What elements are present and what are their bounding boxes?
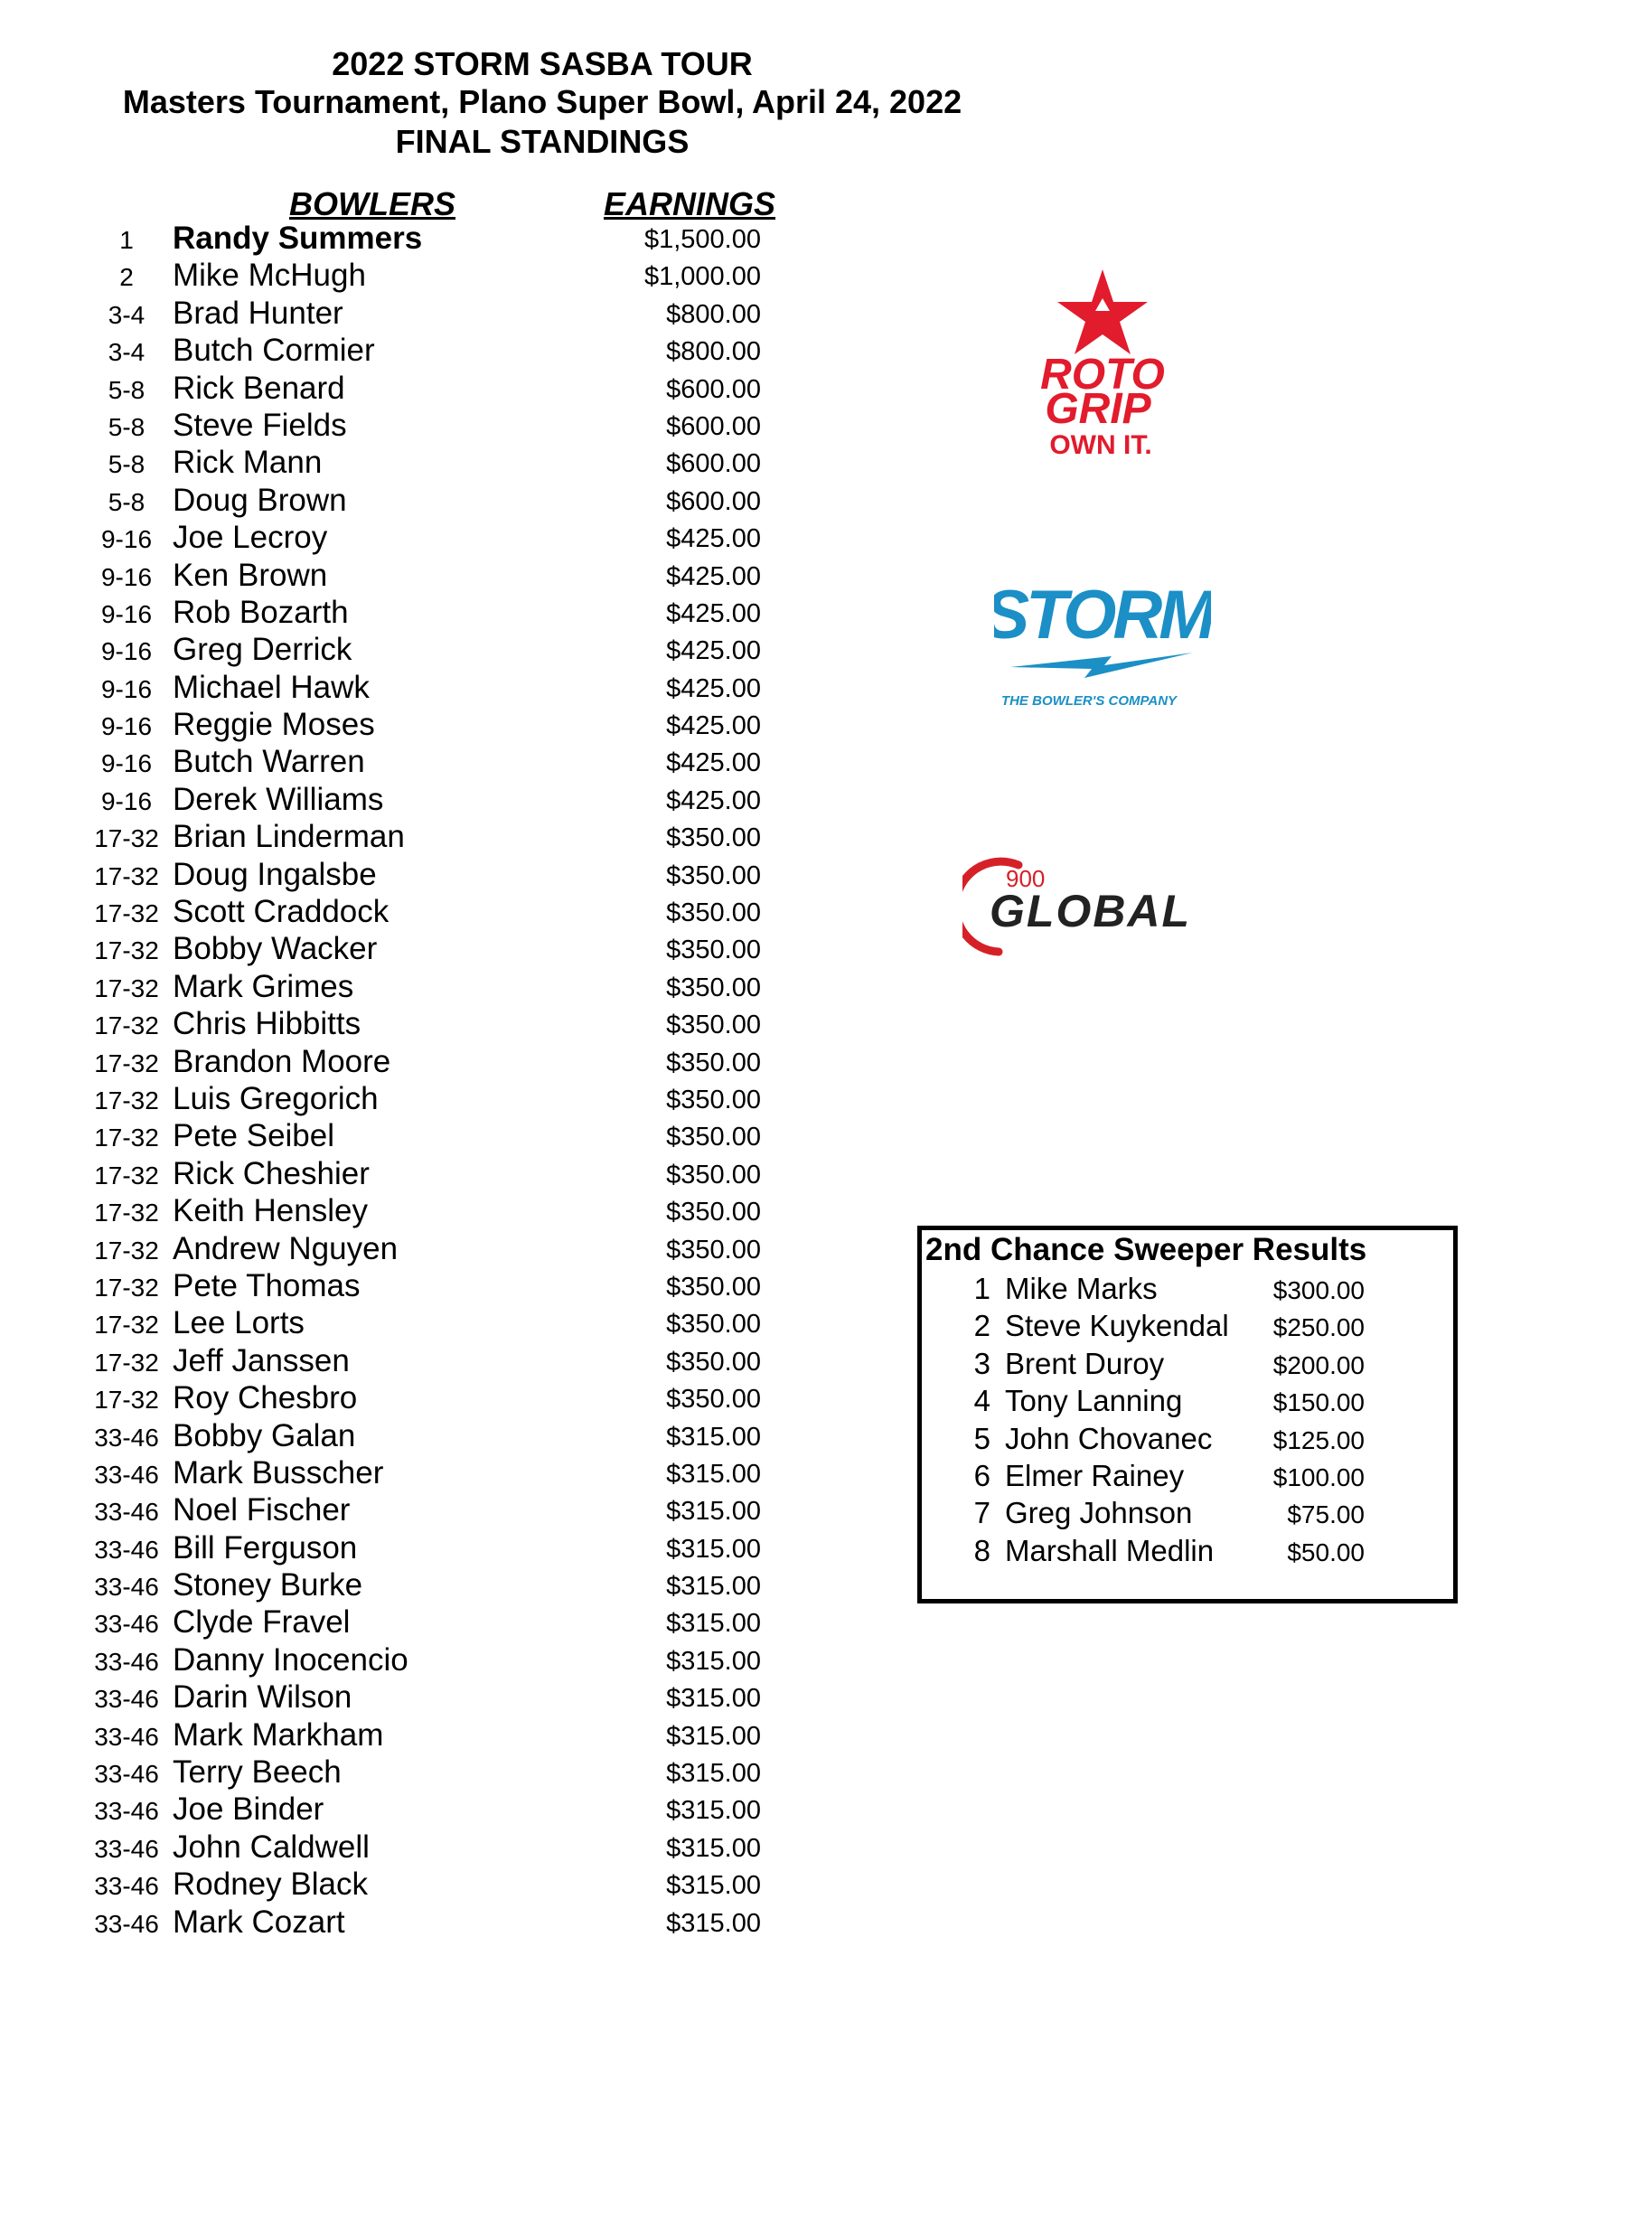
earnings-value: $600.00	[666, 486, 761, 516]
standings-row	[0, 931, 813, 968]
standings-row	[0, 221, 813, 258]
standings-row	[0, 894, 813, 931]
rank: 33-46	[94, 1834, 159, 1863]
standings-row	[0, 371, 813, 408]
star-icon	[994, 269, 1211, 459]
sweeper-row	[922, 1384, 1455, 1421]
standings-row	[0, 333, 813, 370]
rank: 9-16	[100, 525, 153, 554]
earnings-value: $1,500.00	[643, 225, 761, 254]
standings-row	[0, 1305, 813, 1342]
rank: 5-8	[108, 412, 145, 441]
standings-row	[0, 595, 813, 632]
standings-row	[0, 1829, 813, 1867]
standings-row	[0, 558, 813, 595]
bowler-name: Rick Mann	[173, 445, 323, 481]
earnings-value: $425.00	[666, 524, 761, 554]
standings-row	[0, 1567, 813, 1604]
standings-row	[0, 744, 813, 781]
bowler-name: Rob Bozarth	[173, 594, 349, 630]
earnings-value: $315.00	[666, 1759, 761, 1789]
earnings-value: $425.00	[666, 598, 761, 628]
sweeper-place: 8	[973, 1533, 990, 1567]
standings-row	[0, 483, 813, 520]
bowler-name: Butch Warren	[173, 744, 365, 780]
earnings-value: $315.00	[666, 1497, 761, 1527]
bowler-name: Joe Binder	[173, 1791, 324, 1828]
earnings-value: $350.00	[666, 1347, 761, 1377]
own-it-text: OWN IT.	[1049, 430, 1152, 459]
bowler-name: Noel Fischer	[173, 1492, 351, 1528]
standings-row	[0, 408, 813, 445]
bowler-name: Doug Brown	[173, 482, 347, 518]
sweeper-earnings: $150.00	[1272, 1388, 1365, 1417]
rank: 33-46	[94, 1760, 159, 1789]
earnings-value: $350.00	[666, 1160, 761, 1190]
standings-row	[0, 1156, 813, 1193]
earnings-value: $350.00	[666, 1048, 761, 1077]
sweeper-earnings: $200.00	[1272, 1350, 1365, 1379]
sweeper-earnings: $300.00	[1272, 1276, 1365, 1304]
earnings-value: $425.00	[666, 711, 761, 741]
rank: 5-8	[108, 375, 145, 404]
earnings-column-header: EARNINGS	[604, 185, 776, 222]
sweeper-earnings: $125.00	[1272, 1425, 1365, 1454]
earnings-value: $350.00	[666, 1123, 761, 1152]
rank: 5-8	[108, 487, 145, 516]
sweeper-place: 7	[973, 1496, 990, 1530]
sweeper-name: Tony Lanning	[1005, 1384, 1183, 1418]
earnings-value: $350.00	[666, 1235, 761, 1265]
bowler-name: Brad Hunter	[173, 295, 343, 331]
tournament-subtitle: Masters Tournament, Plano Super Bowl, April 24, 2022	[122, 83, 962, 120]
bowler-name: Butch Cormier	[173, 333, 375, 369]
rank: 9-16	[100, 674, 153, 703]
sweeper-results-box	[917, 1226, 1458, 1603]
rank: 9-16	[100, 637, 153, 666]
sweeper-title: 2nd Chance Sweeper Results	[925, 1232, 1367, 1267]
bowler-name: Ken Brown	[173, 557, 328, 593]
earnings-value: $425.00	[666, 561, 761, 591]
sweeper-earnings: $50.00	[1287, 1537, 1365, 1566]
standings-row	[0, 1754, 813, 1791]
rank: 17-32	[94, 824, 159, 853]
standings-row	[0, 1492, 813, 1529]
bowler-name: Jeff Janssen	[173, 1342, 350, 1378]
bowlers-column-header: BOWLERS	[289, 185, 455, 222]
bowler-name: Lee Lorts	[173, 1305, 305, 1341]
earnings-value: $350.00	[666, 1011, 761, 1040]
sweeper-name: Elmer Rainey	[1005, 1458, 1185, 1492]
rank: 9-16	[100, 786, 153, 815]
bowler-name: Rick Cheshier	[173, 1155, 370, 1191]
standings-row	[0, 1268, 813, 1305]
global-text: GLOBAL	[990, 886, 1192, 936]
standings-row	[0, 1343, 813, 1380]
bowler-name: Rick Benard	[173, 370, 345, 406]
sweeper-row	[922, 1272, 1455, 1309]
standings-row	[0, 819, 813, 856]
rank: 33-46	[94, 1610, 159, 1639]
sweeper-name: Brent Duroy	[1005, 1346, 1165, 1380]
earnings-value: $350.00	[666, 1272, 761, 1302]
standings-row	[0, 1530, 813, 1567]
rank: 33-46	[94, 1872, 159, 1901]
standings-row	[0, 632, 813, 669]
sweeper-place: 4	[973, 1384, 990, 1418]
bowler-name: Roy Chesbro	[173, 1380, 358, 1416]
bowler-name: Keith Hensley	[173, 1193, 368, 1229]
bowler-name: Pete Seibel	[173, 1118, 335, 1154]
standings-row	[0, 1679, 813, 1716]
sweeper-place: 2	[973, 1309, 990, 1343]
standings-list	[0, 221, 813, 1942]
rank: 17-32	[94, 1124, 159, 1152]
sweeper-place: 1	[973, 1272, 990, 1305]
earnings-value: $315.00	[666, 1871, 761, 1901]
bowler-name: Bill Ferguson	[173, 1529, 358, 1566]
earnings-value: $315.00	[666, 1721, 761, 1751]
bowler-name: Mark Markham	[173, 1716, 384, 1753]
earnings-value: $800.00	[666, 337, 761, 367]
rank: 1	[119, 226, 134, 254]
standings-row	[0, 707, 813, 744]
earnings-value: $315.00	[666, 1796, 761, 1826]
bowler-name: Mike McHugh	[173, 258, 366, 294]
bowler-name: Joe Lecroy	[173, 520, 328, 556]
bowler-name: Darin Wilson	[173, 1679, 352, 1716]
rank: 17-32	[94, 1048, 159, 1077]
sweeper-place: 6	[973, 1458, 990, 1492]
bowler-name: Luis Gregorich	[173, 1080, 379, 1116]
bowler-name: Derek Williams	[173, 781, 384, 817]
earnings-value: $315.00	[666, 1459, 761, 1489]
rank: 33-46	[94, 1722, 159, 1751]
sweeper-name: Marshall Medlin	[1005, 1533, 1215, 1567]
earnings-value: $600.00	[666, 411, 761, 441]
bowler-name: Greg Derrick	[173, 632, 352, 668]
rank: 33-46	[94, 1573, 159, 1602]
standings-row	[0, 1418, 813, 1455]
rank: 17-32	[94, 1199, 159, 1227]
rank: 2	[119, 263, 134, 292]
rank: 17-32	[94, 973, 159, 1002]
bowler-name: Doug Ingalsbe	[173, 856, 377, 892]
sweeper-name: Steve Kuykendal	[1005, 1309, 1229, 1343]
standings-row	[0, 857, 813, 894]
sweeper-earnings: $100.00	[1272, 1462, 1365, 1491]
rank: 17-32	[94, 1311, 159, 1340]
tour-title: 2022 STORM SASBA TOUR	[332, 45, 753, 82]
rank: 5-8	[108, 450, 145, 479]
standings-row	[0, 1006, 813, 1043]
sweeper-row	[922, 1496, 1455, 1533]
rank: 17-32	[94, 861, 159, 890]
bowler-name: Bobby Wacker	[173, 931, 378, 967]
standings-row	[0, 1044, 813, 1081]
earnings-value: $800.00	[666, 299, 761, 329]
rank: 33-46	[94, 1909, 159, 1938]
earnings-value: $315.00	[666, 1908, 761, 1938]
rank: 9-16	[100, 749, 153, 778]
bowler-name: Rodney Black	[173, 1867, 368, 1903]
earnings-value: $350.00	[666, 898, 761, 928]
standings-row	[0, 1193, 813, 1230]
earnings-value: $315.00	[666, 1646, 761, 1676]
rank: 17-32	[94, 1011, 159, 1040]
roto-text: ROTO	[1040, 351, 1165, 399]
bowler-name: Reggie Moses	[173, 707, 375, 743]
standings-row	[0, 670, 813, 707]
lightning-bolt-icon	[1010, 653, 1193, 678]
sweeper-row	[922, 1459, 1455, 1496]
rank: 33-46	[94, 1797, 159, 1826]
rank: 17-32	[94, 936, 159, 965]
sweeper-name: John Chovanec	[1005, 1421, 1213, 1455]
sweeper-row	[922, 1347, 1455, 1384]
rank: 17-32	[94, 1161, 159, 1190]
sweeper-place: 3	[973, 1346, 990, 1380]
earnings-value: $315.00	[666, 1609, 761, 1639]
bowler-name: Pete Thomas	[173, 1267, 361, 1303]
earnings-value: $425.00	[666, 748, 761, 778]
bowler-name: Andrew Nguyen	[173, 1230, 399, 1266]
rank: 3-4	[108, 338, 145, 367]
earnings-value: $315.00	[666, 1833, 761, 1863]
rank: 17-32	[94, 1236, 159, 1265]
bowler-name: Brian Linderman	[173, 819, 405, 855]
bowler-name: Chris Hibbitts	[173, 1006, 361, 1042]
rank: 33-46	[94, 1647, 159, 1676]
sweeper-name: Mike Marks	[1005, 1272, 1158, 1305]
bowler-name: Mark Busscher	[173, 1454, 384, 1490]
bowler-name: Stoney Burke	[173, 1567, 363, 1603]
earnings-value: $315.00	[666, 1422, 761, 1452]
rank: 9-16	[100, 562, 153, 591]
900-text: 900	[1006, 865, 1046, 892]
earnings-value: $425.00	[666, 636, 761, 666]
bowler-name: Terry Beech	[173, 1754, 342, 1791]
standings-row	[0, 1380, 813, 1417]
earnings-value: $350.00	[666, 936, 761, 965]
earnings-value: $425.00	[666, 785, 761, 815]
bowler-name: Mark Cozart	[173, 1904, 345, 1940]
standings-row	[0, 969, 813, 1006]
rank: 17-32	[94, 1086, 159, 1114]
earnings-value: $350.00	[666, 1085, 761, 1114]
storm-tagline: THE BOWLER'S COMPANY	[1000, 693, 1178, 709]
sweeper-row	[922, 1309, 1455, 1346]
storm-logo	[994, 569, 1211, 719]
earnings-value: $600.00	[666, 374, 761, 404]
earnings-value: $315.00	[666, 1534, 761, 1564]
earnings-value: $350.00	[666, 1385, 761, 1415]
grip-text: GRIP	[1045, 385, 1151, 433]
bowler-name: Randy Summers	[173, 221, 423, 256]
earnings-value: $350.00	[666, 973, 761, 1002]
bowler-name: John Caldwell	[173, 1829, 370, 1865]
earnings-value: $350.00	[666, 823, 761, 853]
rank: 33-46	[94, 1685, 159, 1714]
earnings-value: $1,000.00	[643, 262, 761, 292]
rank: 33-46	[94, 1535, 159, 1564]
standings-row	[0, 782, 813, 819]
earnings-value: $350.00	[666, 860, 761, 890]
bowler-name: Danny Inocencio	[173, 1641, 408, 1678]
standings-row	[0, 1791, 813, 1829]
standings-row	[0, 1455, 813, 1492]
standings-row	[0, 1642, 813, 1679]
sweeper-earnings: $250.00	[1272, 1313, 1365, 1342]
earnings-value: $600.00	[666, 449, 761, 479]
bowler-name: Brandon Moore	[173, 1043, 391, 1079]
earnings-value: $350.00	[666, 1310, 761, 1340]
standings-row	[0, 258, 813, 295]
sweeper-name: Greg Johnson	[1005, 1496, 1193, 1530]
roto-grip-logo	[994, 269, 1211, 459]
standings-row	[0, 1604, 813, 1641]
bowler-name: Clyde Fravel	[173, 1604, 351, 1641]
standings-row	[0, 296, 813, 333]
bowler-name: Steve Fields	[173, 407, 347, 443]
standings-row	[0, 1231, 813, 1268]
sweeper-earnings: $75.00	[1287, 1500, 1365, 1529]
earnings-value: $425.00	[666, 673, 761, 703]
rank: 3-4	[108, 300, 145, 329]
storm-wordmark: STORM	[994, 577, 1211, 654]
sweeper-place: 5	[973, 1421, 990, 1455]
bowler-name: Scott Craddock	[173, 894, 390, 930]
bowler-name: Mark Grimes	[173, 968, 354, 1004]
standings-row	[0, 1118, 813, 1155]
rank: 17-32	[94, 1348, 159, 1377]
standings-row	[0, 1717, 813, 1754]
rank: 33-46	[94, 1498, 159, 1527]
rank: 9-16	[100, 599, 153, 628]
standings-row	[0, 520, 813, 557]
standings-row	[0, 1081, 813, 1118]
standings-row	[0, 445, 813, 482]
bowler-name: Bobby Galan	[173, 1417, 356, 1453]
earnings-value: $350.00	[666, 1198, 761, 1227]
final-standings-heading: FINAL STANDINGS	[395, 123, 690, 160]
rank: 17-32	[94, 1273, 159, 1302]
rank: 17-32	[94, 899, 159, 928]
bowler-name: Michael Hawk	[173, 669, 370, 705]
standings-row	[0, 1904, 813, 1942]
earnings-value: $315.00	[666, 1572, 761, 1602]
rank: 17-32	[94, 1386, 159, 1415]
standings-row	[0, 1867, 813, 1904]
sweeper-row	[922, 1534, 1455, 1571]
earnings-value: $315.00	[666, 1684, 761, 1714]
rank: 33-46	[94, 1423, 159, 1452]
900-global-logo	[962, 854, 1234, 958]
rank: 33-46	[94, 1460, 159, 1489]
sweeper-list	[922, 1272, 1455, 1571]
rank: 9-16	[100, 712, 153, 741]
sweeper-row	[922, 1422, 1455, 1459]
